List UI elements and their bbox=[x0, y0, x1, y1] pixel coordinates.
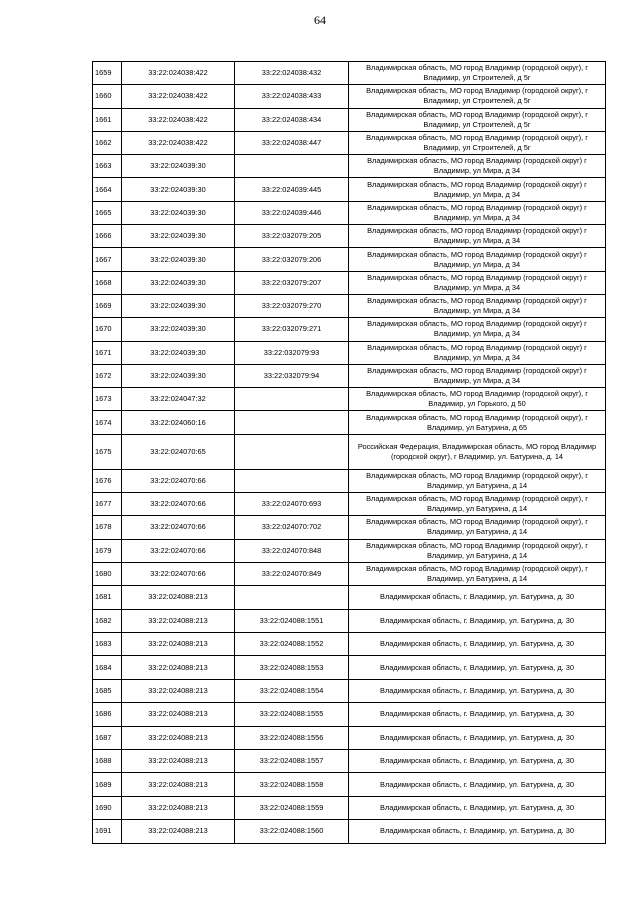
row-number-cell: 1682 bbox=[93, 609, 122, 632]
row-number-cell: 1662 bbox=[93, 131, 122, 154]
parent-cadastral-number-cell: 33:22:024088:213 bbox=[122, 796, 235, 819]
parent-cadastral-number-cell: 33:22:024070:65 bbox=[122, 434, 235, 469]
table-row bbox=[93, 318, 606, 341]
row-number-cell: 1672 bbox=[93, 364, 122, 387]
table-row bbox=[93, 609, 606, 632]
registry-body bbox=[93, 62, 606, 844]
parent-cadastral-number-cell: 33:22:024038:422 bbox=[122, 131, 235, 154]
row-number-cell: 1667 bbox=[93, 248, 122, 271]
parent-cadastral-number-cell: 33:22:024088:213 bbox=[122, 820, 235, 843]
object-cadastral-number-cell: 33:22:032079:270 bbox=[235, 294, 349, 317]
table-row bbox=[93, 411, 606, 434]
address-cell: Владимирская область, МО город Владимир (городской округ), г Владимир, ул Батурина, д 14 bbox=[349, 562, 606, 585]
row-number-cell: 1690 bbox=[93, 796, 122, 819]
object-cadastral-number-cell: 33:22:032079:207 bbox=[235, 271, 349, 294]
object-cadastral-number-cell bbox=[235, 586, 349, 609]
table-row bbox=[93, 749, 606, 772]
address-cell: Владимирская область, МО город Владимир (городской округ) г Владимир, ул Мира, д 34 bbox=[349, 271, 606, 294]
object-cadastral-number-cell: 33:22:024070:702 bbox=[235, 516, 349, 539]
parent-cadastral-number-cell: 33:22:024070:66 bbox=[122, 539, 235, 562]
address-cell: Владимирская область, МО город Владимир (городской округ), г Владимир, ул Батурина, д 14 bbox=[349, 469, 606, 492]
object-cadastral-number-cell: 33:22:024070:849 bbox=[235, 562, 349, 585]
parent-cadastral-number-cell: 33:22:024039:30 bbox=[122, 364, 235, 387]
table-row bbox=[93, 773, 606, 796]
address-cell: Владимирская область, МО город Владимир (городской округ), г Владимир, ул Строителей, д 5г bbox=[349, 108, 606, 131]
parent-cadastral-number-cell: 33:22:024039:30 bbox=[122, 341, 235, 364]
parent-cadastral-number-cell: 33:22:024039:30 bbox=[122, 318, 235, 341]
parent-cadastral-number-cell: 33:22:024088:213 bbox=[122, 679, 235, 702]
table-row bbox=[93, 679, 606, 702]
row-number-cell: 1675 bbox=[93, 434, 122, 469]
table-row bbox=[93, 562, 606, 585]
object-cadastral-number-cell: 33:22:024039:446 bbox=[235, 201, 349, 224]
address-cell: Владимирская область, МО город Владимир (городской округ), г Владимир, ул Батурина, д 14 bbox=[349, 539, 606, 562]
address-cell: Владимирская область, МО город Владимир (городской округ) г Владимир, ул Мира, д 34 bbox=[349, 318, 606, 341]
address-cell: Владимирская область, г. Владимир, ул. Батурина, д. 30 bbox=[349, 679, 606, 702]
parent-cadastral-number-cell: 33:22:024047:32 bbox=[122, 388, 235, 411]
object-cadastral-number-cell: 33:22:024070:848 bbox=[235, 539, 349, 562]
row-number-cell: 1664 bbox=[93, 178, 122, 201]
row-number-cell: 1659 bbox=[93, 62, 122, 85]
row-number-cell: 1671 bbox=[93, 341, 122, 364]
row-number-cell: 1680 bbox=[93, 562, 122, 585]
address-cell: Владимирская область, МО город Владимир (городской округ), г Владимир, ул Батурина, д 14 bbox=[349, 516, 606, 539]
table-row bbox=[93, 271, 606, 294]
table-row bbox=[93, 201, 606, 224]
parent-cadastral-number-cell: 33:22:024038:422 bbox=[122, 108, 235, 131]
address-cell: Владимирская область, г. Владимир, ул. Батурина, д. 30 bbox=[349, 586, 606, 609]
object-cadastral-number-cell bbox=[235, 388, 349, 411]
table-row bbox=[93, 364, 606, 387]
row-number-cell: 1677 bbox=[93, 493, 122, 516]
object-cadastral-number-cell: 33:22:024088:1556 bbox=[235, 726, 349, 749]
parent-cadastral-number-cell: 33:22:024088:213 bbox=[122, 703, 235, 726]
parent-cadastral-number-cell: 33:22:024039:30 bbox=[122, 178, 235, 201]
object-cadastral-number-cell: 33:22:024088:1554 bbox=[235, 679, 349, 702]
object-cadastral-number-cell: 33:22:024038:434 bbox=[235, 108, 349, 131]
row-number-cell: 1669 bbox=[93, 294, 122, 317]
parent-cadastral-number-cell: 33:22:024060:16 bbox=[122, 411, 235, 434]
row-number-cell: 1670 bbox=[93, 318, 122, 341]
row-number-cell: 1663 bbox=[93, 155, 122, 178]
object-cadastral-number-cell: 33:22:024039:445 bbox=[235, 178, 349, 201]
table-row bbox=[93, 294, 606, 317]
table-row bbox=[93, 656, 606, 679]
row-number-cell: 1691 bbox=[93, 820, 122, 843]
parent-cadastral-number-cell: 33:22:024088:213 bbox=[122, 633, 235, 656]
object-cadastral-number-cell: 33:22:024038:432 bbox=[235, 62, 349, 85]
parent-cadastral-number-cell: 33:22:024088:213 bbox=[122, 726, 235, 749]
address-cell: Владимирская область, МО город Владимир (городской округ) г Владимир, ул Мира, д 34 bbox=[349, 178, 606, 201]
parent-cadastral-number-cell: 33:22:024070:66 bbox=[122, 469, 235, 492]
parent-cadastral-number-cell: 33:22:024039:30 bbox=[122, 225, 235, 248]
parent-cadastral-number-cell: 33:22:024039:30 bbox=[122, 271, 235, 294]
row-number-cell: 1681 bbox=[93, 586, 122, 609]
object-cadastral-number-cell: 33:22:032079:206 bbox=[235, 248, 349, 271]
row-number-cell: 1684 bbox=[93, 656, 122, 679]
address-cell: Владимирская область, г. Владимир, ул. Батурина, д. 30 bbox=[349, 820, 606, 843]
row-number-cell: 1676 bbox=[93, 469, 122, 492]
object-cadastral-number-cell: 33:22:024088:1557 bbox=[235, 749, 349, 772]
parent-cadastral-number-cell: 33:22:024039:30 bbox=[122, 155, 235, 178]
table-row bbox=[93, 516, 606, 539]
address-cell: Владимирская область, г. Владимир, ул. Батурина, д. 30 bbox=[349, 773, 606, 796]
table-row bbox=[93, 178, 606, 201]
row-number-cell: 1679 bbox=[93, 539, 122, 562]
address-cell: Владимирская область, МО город Владимир (городской округ) г Владимир, ул Мира, д 34 bbox=[349, 201, 606, 224]
address-cell: Владимирская область, г. Владимир, ул. Батурина, д. 30 bbox=[349, 703, 606, 726]
table-row bbox=[93, 388, 606, 411]
table-row bbox=[93, 225, 606, 248]
parent-cadastral-number-cell: 33:22:024088:213 bbox=[122, 773, 235, 796]
object-cadastral-number-cell: 33:22:024088:1555 bbox=[235, 703, 349, 726]
object-cadastral-number-cell: 33:22:032079:93 bbox=[235, 341, 349, 364]
row-number-cell: 1687 bbox=[93, 726, 122, 749]
object-cadastral-number-cell bbox=[235, 155, 349, 178]
object-cadastral-number-cell: 33:22:024070:693 bbox=[235, 493, 349, 516]
parent-cadastral-number-cell: 33:22:024088:213 bbox=[122, 586, 235, 609]
table-row bbox=[93, 108, 606, 131]
page-number: 64 bbox=[314, 13, 326, 27]
address-cell: Владимирская область, г. Владимир, ул. Батурина, д. 30 bbox=[349, 726, 606, 749]
parent-cadastral-number-cell: 33:22:024088:213 bbox=[122, 609, 235, 632]
parent-cadastral-number-cell: 33:22:024070:66 bbox=[122, 516, 235, 539]
address-cell: Владимирская область, МО город Владимир (городской округ), г Владимир, ул Строителей, д 5г bbox=[349, 85, 606, 108]
table-row bbox=[93, 726, 606, 749]
table-row bbox=[93, 62, 606, 85]
address-cell: Владимирская область, МО город Владимир (городской округ), г Владимир, ул Строителей, д 5г bbox=[349, 131, 606, 154]
address-cell: Владимирская область, МО город Владимир (городской округ) г Владимир, ул Мира, д 34 bbox=[349, 364, 606, 387]
parent-cadastral-number-cell: 33:22:024088:213 bbox=[122, 656, 235, 679]
row-number-cell: 1665 bbox=[93, 201, 122, 224]
address-cell: Владимирская область, г. Владимир, ул. Батурина, д. 30 bbox=[349, 656, 606, 679]
address-cell: Владимирская область, МО город Владимир (городской округ), г Владимир, ул Горького, д 50 bbox=[349, 388, 606, 411]
address-cell: Владимирская область, МО город Владимир (городской округ), г Владимир, ул Батурина, д 65 bbox=[349, 411, 606, 434]
row-number-cell: 1666 bbox=[93, 225, 122, 248]
table-row bbox=[93, 155, 606, 178]
address-cell: Владимирская область, г. Владимир, ул. Батурина, д. 30 bbox=[349, 609, 606, 632]
object-cadastral-number-cell: 33:22:024038:447 bbox=[235, 131, 349, 154]
table-row bbox=[93, 539, 606, 562]
object-cadastral-number-cell: 33:22:024038:433 bbox=[235, 85, 349, 108]
parent-cadastral-number-cell: 33:22:024070:66 bbox=[122, 562, 235, 585]
table-row bbox=[93, 469, 606, 492]
object-cadastral-number-cell: 33:22:024088:1552 bbox=[235, 633, 349, 656]
parent-cadastral-number-cell: 33:22:024039:30 bbox=[122, 248, 235, 271]
address-cell: Владимирская область, г. Владимир, ул. Батурина, д. 30 bbox=[349, 796, 606, 819]
address-cell: Владимирская область, МО город Владимир (городской округ) г Владимир, ул Мира, д 34 bbox=[349, 294, 606, 317]
row-number-cell: 1678 bbox=[93, 516, 122, 539]
object-cadastral-number-cell: 33:22:032079:271 bbox=[235, 318, 349, 341]
address-cell: Владимирская область, МО город Владимир (городской округ) г Владимир, ул Мира, д 34 bbox=[349, 341, 606, 364]
address-cell: Российская Федерация, Владимирская область, МО город Владимир (городской округ), г Владимир, ул. Батурина, д. 14 bbox=[349, 434, 606, 469]
object-cadastral-number-cell bbox=[235, 411, 349, 434]
address-cell: Владимирская область, г. Владимир, ул. Батурина, д. 30 bbox=[349, 749, 606, 772]
registry-table bbox=[92, 61, 606, 844]
table-row bbox=[93, 820, 606, 843]
object-cadastral-number-cell: 33:22:032079:205 bbox=[235, 225, 349, 248]
address-cell: Владимирская область, МО город Владимир (городской округ), г Владимир, ул Батурина, д 14 bbox=[349, 493, 606, 516]
address-cell: Владимирская область, МО город Владимир (городской округ) г Владимир, ул Мира, д 34 bbox=[349, 155, 606, 178]
object-cadastral-number-cell: 33:22:024088:1560 bbox=[235, 820, 349, 843]
object-cadastral-number-cell: 33:22:024088:1558 bbox=[235, 773, 349, 796]
object-cadastral-number-cell: 33:22:024088:1559 bbox=[235, 796, 349, 819]
table-row bbox=[93, 85, 606, 108]
address-cell: Владимирская область, МО город Владимир (городской округ) г Владимир, ул Мира, д 34 bbox=[349, 225, 606, 248]
object-cadastral-number-cell: 33:22:032079:94 bbox=[235, 364, 349, 387]
table-row bbox=[93, 434, 606, 469]
object-cadastral-number-cell bbox=[235, 434, 349, 469]
row-number-cell: 1661 bbox=[93, 108, 122, 131]
row-number-cell: 1685 bbox=[93, 679, 122, 702]
row-number-cell: 1668 bbox=[93, 271, 122, 294]
table-row bbox=[93, 586, 606, 609]
row-number-cell: 1673 bbox=[93, 388, 122, 411]
object-cadastral-number-cell bbox=[235, 469, 349, 492]
address-cell: Владимирская область, г. Владимир, ул. Батурина, д. 30 bbox=[349, 633, 606, 656]
object-cadastral-number-cell: 33:22:024088:1553 bbox=[235, 656, 349, 679]
parent-cadastral-number-cell: 33:22:024088:213 bbox=[122, 749, 235, 772]
row-number-cell: 1674 bbox=[93, 411, 122, 434]
parent-cadastral-number-cell: 33:22:024038:422 bbox=[122, 62, 235, 85]
table-row bbox=[93, 131, 606, 154]
row-number-cell: 1683 bbox=[93, 633, 122, 656]
parent-cadastral-number-cell: 33:22:024039:30 bbox=[122, 294, 235, 317]
table-row bbox=[93, 796, 606, 819]
parent-cadastral-number-cell: 33:22:024038:422 bbox=[122, 85, 235, 108]
table-row bbox=[93, 493, 606, 516]
address-cell: Владимирская область, МО город Владимир (городской округ), г Владимир, ул Строителей, д 5г bbox=[349, 62, 606, 85]
table-row bbox=[93, 703, 606, 726]
row-number-cell: 1686 bbox=[93, 703, 122, 726]
parent-cadastral-number-cell: 33:22:024070:66 bbox=[122, 493, 235, 516]
row-number-cell: 1689 bbox=[93, 773, 122, 796]
object-cadastral-number-cell: 33:22:024088:1551 bbox=[235, 609, 349, 632]
parent-cadastral-number-cell: 33:22:024039:30 bbox=[122, 201, 235, 224]
address-cell: Владимирская область, МО город Владимир (городской округ) г Владимир, ул Мира, д 34 bbox=[349, 248, 606, 271]
table-row bbox=[93, 341, 606, 364]
row-number-cell: 1660 bbox=[93, 85, 122, 108]
table-row bbox=[93, 633, 606, 656]
table-row bbox=[93, 248, 606, 271]
row-number-cell: 1688 bbox=[93, 749, 122, 772]
